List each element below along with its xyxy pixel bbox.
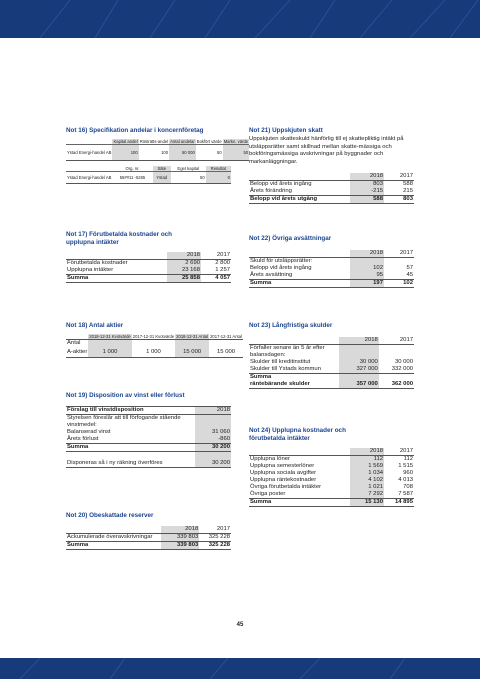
note24-section <box>249 427 414 507</box>
table-header: 2017-12-31 Antal <box>210 334 242 340</box>
table-header: Säte <box>153 166 171 172</box>
table-cell: Summa <box>249 374 339 382</box>
header-band <box>0 0 480 38</box>
header-pattern <box>0 0 480 38</box>
table-cell: Förutbetalda kostnader <box>67 259 128 266</box>
table-cell: 45 <box>406 272 413 279</box>
table-cell: Belopp vid årets utgång <box>249 196 350 204</box>
table-cell: Ystad <box>153 172 171 184</box>
table-cell: Ystad Energi-handel AB <box>66 172 112 184</box>
note16-table1 <box>66 139 249 161</box>
table-header: 2018-12-31 Antal <box>176 334 209 340</box>
note17-title: Not 17) Förutbetalda kostnader och upplupna intäkter <box>66 231 173 247</box>
table-cell: Ystad Energi-handel AB <box>66 145 112 161</box>
table-header: Antal andelar <box>170 139 195 145</box>
table-cell: 1 569 <box>350 463 384 470</box>
table-cell: 23 168 <box>167 267 201 275</box>
table-header: 2017-12-31 Kvotvärde <box>132 334 175 340</box>
table-cell: 588 <box>350 196 384 204</box>
table-header: 2018 <box>161 526 199 534</box>
table-header: 2017 <box>384 448 414 456</box>
table-cell: 30 200 <box>195 460 231 468</box>
note19-title: Not 19) Disposition av vinst eller förlust <box>66 392 185 399</box>
table-cell: 30 000 <box>339 359 379 366</box>
table-header: 2018 <box>339 337 379 345</box>
note21-table <box>249 173 414 204</box>
table-header: 2017 <box>384 173 414 181</box>
table-cell: Disponeras så i ny räkning överföres <box>66 460 195 468</box>
table-cell: Skulder till Ystads kommun <box>250 366 321 373</box>
table-cell: Antal <box>67 340 81 347</box>
table-cell: 327 000 <box>339 366 379 374</box>
table-cell: Ackumulerade överavskrivningar <box>67 534 153 541</box>
table-cell: 325 228 <box>199 542 231 550</box>
table-cell: 7 587 <box>398 490 413 497</box>
table-cell: 339 803 <box>161 534 199 542</box>
table-cell: 100 <box>112 145 138 161</box>
table-cell: Skuld för utsläppsrätter: <box>250 258 313 265</box>
table-cell: 357 000 <box>339 381 379 389</box>
table-cell: 50 <box>196 145 223 161</box>
table-cell: 803 <box>350 181 384 189</box>
table-cell: Summa <box>66 274 167 282</box>
table-cell: 25 858 <box>167 274 201 282</box>
table-header: Bokfört värde <box>196 139 222 145</box>
note21-section <box>249 127 414 204</box>
note16-section <box>66 127 249 184</box>
table-cell: 1 515 <box>398 462 413 469</box>
table-cell: Belopp vid årets ingång <box>250 265 312 272</box>
note16-table2 <box>66 166 231 184</box>
table-cell: 15 130 <box>350 498 384 506</box>
table-header: Resultat <box>206 166 231 172</box>
table-header: 2017 <box>384 250 414 258</box>
table-cell: 15 000 <box>175 347 209 357</box>
table-cell: 50 000 <box>169 145 196 161</box>
note23-table <box>249 337 414 389</box>
table-cell: Summa <box>66 542 161 550</box>
note22-title: Not 22) Övriga avsättningar <box>249 235 332 242</box>
table-cell: Styrelsen föreslår att till förfogande stående vinstmedel: <box>67 415 181 429</box>
table-header: 2018 <box>167 252 201 260</box>
table-cell: 102 <box>350 265 384 272</box>
table-cell: 1 000 <box>132 347 175 357</box>
table-cell: Övriga poster <box>250 490 286 497</box>
note20-title: Not 20) Obeskattade reserver <box>66 512 154 519</box>
note20-section <box>66 512 231 550</box>
table-cell: Årets avsättning <box>250 272 293 279</box>
table-cell: räntebärande skulder <box>249 381 339 389</box>
table-header: Markn. värde <box>223 139 249 145</box>
note21-title: Not 21) Uppskjuten skatt <box>249 127 323 134</box>
table-cell: 50 <box>223 145 249 161</box>
note24-title: Not 24) Upplupna kostnader och förutbetalda intäkter <box>249 427 346 443</box>
table-cell: Upplupna löner <box>250 455 290 462</box>
table-cell: Upplupna räntekostnader <box>250 476 317 483</box>
table-cell: 112 <box>350 455 384 463</box>
table-cell: Skulder till kreditinstitut <box>250 359 311 366</box>
table-cell: Upplupna semesterlöner <box>250 462 315 469</box>
table-header: 2017 <box>199 526 231 534</box>
table-cell: 15 000 <box>209 347 243 357</box>
table-cell: Övriga förutbetalda intäkter <box>250 483 322 490</box>
table-cell: 14 895 <box>384 498 414 506</box>
table-cell: 7 292 <box>350 491 384 499</box>
note23-title: Not 23) Långfristiga skulder <box>249 322 333 329</box>
table-cell: Årets förlust <box>67 436 99 443</box>
note19-section <box>66 392 231 468</box>
table-cell: 57 <box>406 265 413 272</box>
table-header: Org. nr. <box>112 166 152 172</box>
table-cell: 55##11 -5265 <box>112 172 152 184</box>
footer-pattern <box>0 658 480 679</box>
table-cell: 332 000 <box>391 366 413 373</box>
footer-band <box>0 658 480 679</box>
note20-table <box>66 526 231 550</box>
table-cell: 1 034 <box>350 470 384 477</box>
table-cell: Summa <box>249 498 350 506</box>
table-header: 2018-12-31 Kvotvärde <box>89 334 131 340</box>
note21-text: Uppskjuten skatteskuld hänförlig till ej skattepliktig intäkt på utsläppsrätter samt skillnad mellan skatte-mässiga och bokföringsmässiga avskrivningar på byggnader och markanläggningar. <box>249 136 404 165</box>
table-cell: Upplupna intäkter <box>67 266 114 273</box>
page-number: 45 <box>236 622 244 628</box>
note23-section <box>249 322 414 389</box>
table-cell: Årets förändring <box>250 188 292 195</box>
note17-section <box>66 231 231 283</box>
note18-title: Not 18) Antal aktier <box>66 322 124 329</box>
table-cell: Summa <box>249 280 350 288</box>
table-header: 2017 <box>379 337 414 345</box>
table-header: 2017 <box>201 252 231 260</box>
note16-title: Not 16) Specifikation andelar i koncernföretag <box>66 127 204 134</box>
note18-table <box>66 334 243 358</box>
table-cell: 31 060 <box>195 429 231 436</box>
table-header: 2018 <box>195 407 231 415</box>
table-cell: 588 <box>403 181 413 188</box>
table-cell: 197 <box>350 280 384 288</box>
table-cell: Upplupna sociala avgifter <box>250 469 317 476</box>
table-cell: 339 803 <box>161 542 199 550</box>
table-cell: 708 <box>403 483 413 490</box>
table-cell: 112 <box>403 455 413 462</box>
table-cell: 30 000 <box>394 359 413 366</box>
table-cell: Balanserad vinst <box>67 429 111 436</box>
table-cell: 1 000 <box>88 347 131 357</box>
table-cell: 95 <box>350 272 384 280</box>
table-cell: 960 <box>403 469 413 476</box>
note19-table <box>66 406 231 468</box>
table-cell: 2 800 <box>215 259 230 266</box>
table-cell: 2 690 <box>167 259 201 267</box>
table-header: Kapital andel <box>113 139 138 145</box>
table-cell: 102 <box>384 280 414 288</box>
table-header: Eget kapital <box>171 166 206 172</box>
table-cell: -215 <box>350 188 384 196</box>
table-cell: 4 102 <box>350 477 384 484</box>
table-cell: A-aktier <box>66 347 88 357</box>
table-cell: 4 057 <box>201 274 231 282</box>
table-cell: -860 <box>195 436 231 444</box>
table-header: 2018 <box>350 448 384 456</box>
table-cell: 1 021 <box>350 484 384 491</box>
table-header: Rösträtts-andel <box>139 139 169 145</box>
table-cell: 4 013 <box>398 476 413 483</box>
table-cell: 803 <box>384 196 414 204</box>
table-cell: Summa <box>66 444 195 452</box>
table-header: 2018 <box>350 173 384 181</box>
table-cell: 50 <box>171 172 206 184</box>
table-header: 2018 <box>350 250 384 258</box>
note22-table <box>249 250 414 288</box>
table-cell: Belopp vid årets ingång <box>250 181 312 188</box>
table-cell: 100 <box>139 145 169 161</box>
note22-section <box>249 235 414 288</box>
table-cell: 0 <box>206 172 231 184</box>
table-cell: 325 228 <box>208 534 230 541</box>
note17-table <box>66 252 231 283</box>
table-cell: 362 000 <box>379 381 414 389</box>
note24-table <box>249 448 414 507</box>
table-cell: 30 200 <box>195 444 231 452</box>
table-header: Förslag till vinstdisposition <box>66 407 195 415</box>
table-cell: 215 <box>403 188 413 195</box>
table-cell: Förfaller senare än 5 år efter balansdagen: <box>250 345 325 359</box>
note18-section <box>66 322 242 358</box>
table-cell: 1 257 <box>215 266 230 273</box>
